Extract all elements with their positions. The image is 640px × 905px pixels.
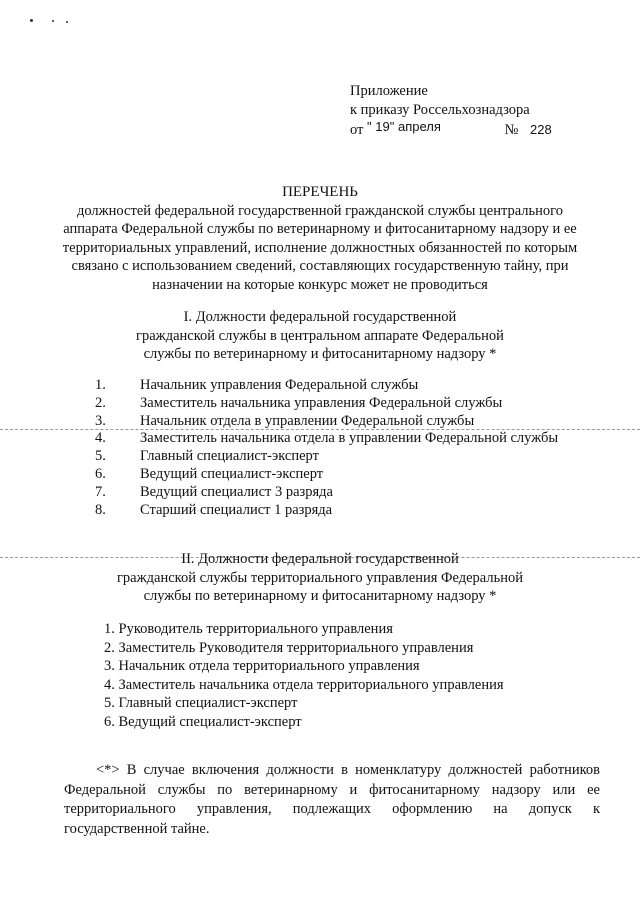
section-heading-line: гражданской службы территориального управления Федеральной (116, 569, 523, 586)
list-item: 4. Заместитель начальника отдела территориального управления (104, 676, 504, 693)
list-item (95, 395, 558, 413)
section-heading-line: II. Должности федеральной государственной (181, 551, 459, 567)
list-item-number: 8. (95, 501, 106, 518)
list-item-text: Заместитель начальника отдела в управлении Федеральной службы (140, 430, 559, 447)
date-prefix: от (350, 122, 364, 138)
date-day: " 19" (367, 119, 395, 134)
document-title (40, 183, 600, 294)
list-item (95, 502, 558, 520)
appendix-header (350, 82, 552, 140)
list-item: 3. Начальник отдела территориального управления (104, 658, 420, 675)
list-item-text: Начальник управления Федеральной службы (140, 377, 419, 393)
section-heading-line: гражданской службы в центральном аппарате Федеральной (136, 327, 504, 344)
list-item-number: 6. (95, 465, 106, 482)
list-item: 5. Главный специалист-эксперт (104, 695, 298, 712)
list-item-number: 2. (95, 394, 106, 411)
list-item-number: 3. (95, 412, 106, 429)
footnote (64, 761, 600, 839)
page-title: ПЕРЕЧЕНЬ (282, 184, 358, 200)
title-line: территориальных управлений, исполнение должностных обязанностей по которым (62, 239, 578, 256)
scan-speck (52, 20, 54, 22)
title-line: назначении на которые конкурс может не проводиться (152, 276, 488, 293)
list-item (95, 413, 558, 431)
appendix-order: к приказу Россельхознадзора (350, 102, 530, 118)
list-item-text: Заместитель начальника управления Федеральной службы (140, 394, 503, 411)
appendix-date-line (350, 120, 552, 140)
order-number: 228 (530, 122, 552, 137)
list-item-number: 7. (95, 483, 106, 500)
list-item (95, 430, 558, 448)
list-item (95, 466, 558, 484)
scan-speck (30, 19, 33, 22)
scan-speck (66, 21, 68, 23)
appendix-title: Приложение (350, 83, 428, 99)
title-line: аппарата Федеральной службы по ветеринарному и фитосанитарному надзору и ее (63, 221, 577, 237)
title-line: связано с использованием сведений, составляющих государственную тайну, при (71, 258, 569, 274)
list-item: 1. Руководитель территориального управления (104, 621, 393, 637)
section-1-heading (80, 308, 560, 364)
section-2-list (104, 620, 504, 732)
list-item-text: Начальник отдела в управлении Федеральной службы (140, 412, 475, 429)
list-item-text: Старший специалист 1 разряда (140, 501, 333, 518)
list-item-number: 5. (95, 448, 106, 465)
list-item-number: 1. (95, 377, 106, 393)
title-line: должностей федеральной государственной гражданской службы центрального (76, 202, 563, 219)
section-heading-line: I. Должности федеральной государственной (183, 309, 457, 325)
section-heading-line: службы по ветеринарному и фитосанитарному надзору * (143, 346, 497, 362)
footnote-text: <*> В случае включения должности в номенклатуру должностей работников Федеральной службы по ветеринарному и фитосанитарному надзору или ее территориального управления, подлежащих оформлению на допуск к государственной тайне. (64, 762, 600, 837)
date-month: апреля (397, 119, 441, 134)
list-item (95, 484, 558, 502)
list-item-text: Ведущий специалист 3 разряда (140, 483, 333, 500)
list-item-text: Главный специалист-эксперт (140, 448, 319, 465)
list-item (95, 377, 558, 395)
list-item (95, 448, 558, 466)
section-2-heading (80, 550, 560, 606)
number-sign: № (504, 122, 519, 138)
section-heading-line: службы по ветеринарному и фитосанитарному надзору * (143, 588, 497, 604)
list-item: 2. Заместитель Руководителя территориального управления (104, 639, 474, 656)
list-item: 6. Ведущий специалист-эксперт (104, 713, 302, 730)
list-item-text: Ведущий специалист-эксперт (140, 465, 324, 482)
list-item-number: 4. (95, 430, 106, 447)
section-1-list (95, 377, 558, 519)
